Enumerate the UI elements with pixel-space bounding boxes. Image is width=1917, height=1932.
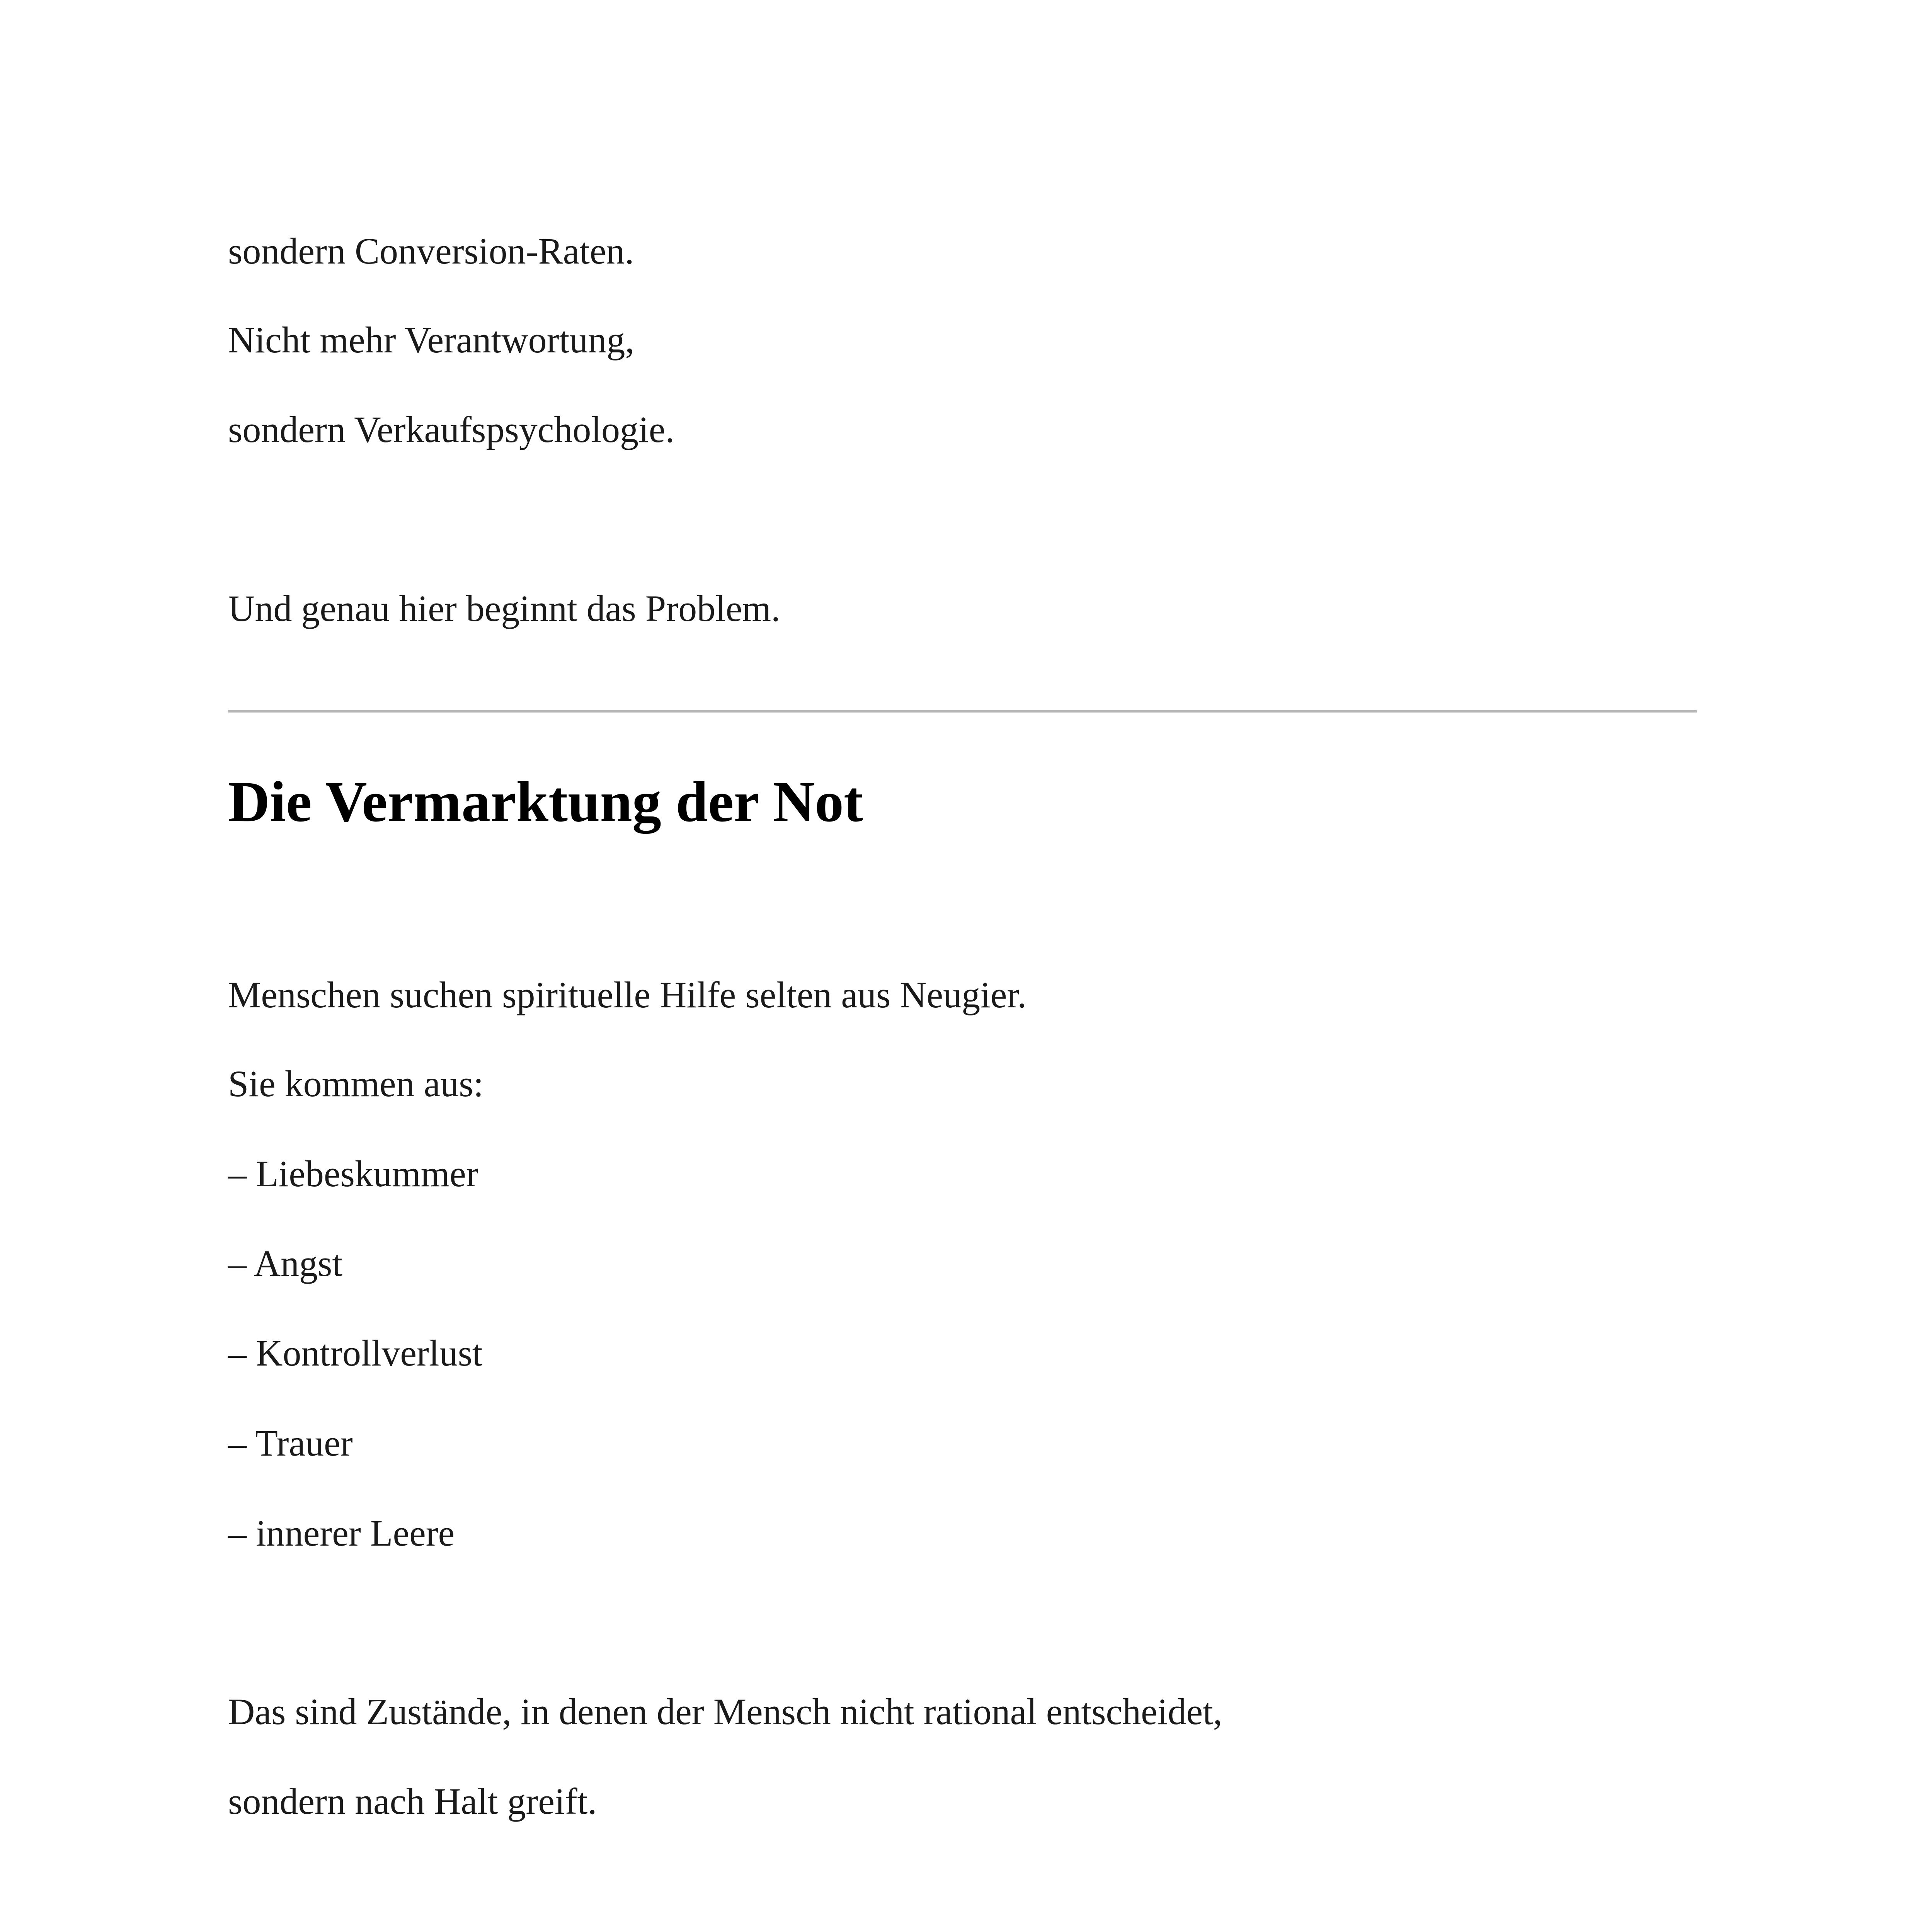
paragraph-line: sondern Conversion-Raten. <box>228 230 634 272</box>
paragraph-line: Sie kommen aus: <box>228 1063 484 1104</box>
dash-list-item: – Angst <box>228 1243 343 1284</box>
paragraph-line: Und genau hier beginnt das Problem. <box>228 588 781 629</box>
dash-list-item: – Trauer <box>228 1422 353 1464</box>
dash-list-item: – innerer Leere <box>228 1512 455 1554</box>
dash-list-item: – Liebeskummer <box>228 1153 478 1194</box>
horizontal-divider <box>228 710 1697 713</box>
paragraph-line: Nicht mehr Verantwortung, <box>228 319 635 361</box>
paragraph-line: sondern Verkaufspsychologie. <box>228 409 675 450</box>
dash-list-item: – Kontrollverlust <box>228 1332 483 1374</box>
paragraph-line: Das sind Zustände, in denen der Mensch nicht rational entscheidet, <box>228 1691 1222 1732</box>
paragraph-line: Menschen suchen spirituelle Hilfe selten aus Neugier. <box>228 974 1027 1015</box>
paragraph-line: sondern nach Halt greift. <box>228 1781 597 1822</box>
section-heading: Die Vermarktung der Not <box>228 770 863 834</box>
